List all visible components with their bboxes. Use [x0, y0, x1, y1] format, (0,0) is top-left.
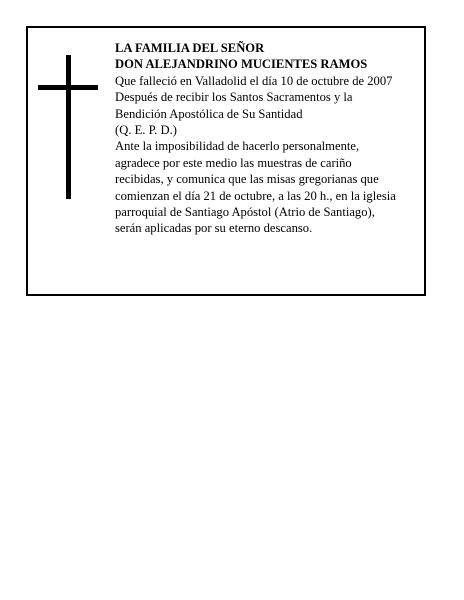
heading-deceased-name: DON ALEJANDRINO MUCIENTES RAMOS: [115, 57, 368, 72]
body-line: serán aplicadas por su eterno descanso.: [115, 221, 313, 236]
cross-icon: [38, 55, 98, 199]
body-line: agradece por este medio las muestras de cariño: [115, 155, 352, 170]
body-line: Ante la imposibilidad de hacerlo personalmente,: [115, 139, 360, 154]
body-line: Bendición Apostólica de Su Santidad: [115, 106, 303, 121]
body-line: Que falleció en Valladolid el día 10 de octubre de 2007: [115, 73, 393, 88]
body-line: Después de recibir los Santos Sacramentos y la: [115, 90, 353, 105]
body-line: comienzan el día 21 de octubre, a las 20 h., en la iglesia: [115, 188, 396, 203]
notice-text: [115, 40, 421, 237]
body-line: recibidas, y comunica que las misas gregorianas que: [115, 172, 379, 187]
cross-horizontal-bar: [38, 85, 98, 90]
body-line-qepd: (Q. E. P. D.): [115, 123, 177, 138]
obituary-notice: [26, 26, 426, 296]
heading-family: LA FAMILIA DEL SEÑOR: [115, 41, 265, 55]
body-line: parroquial de Santiago Apóstol (Atrio de Santiago),: [115, 205, 375, 220]
cross-vertical-bar: [66, 55, 71, 199]
